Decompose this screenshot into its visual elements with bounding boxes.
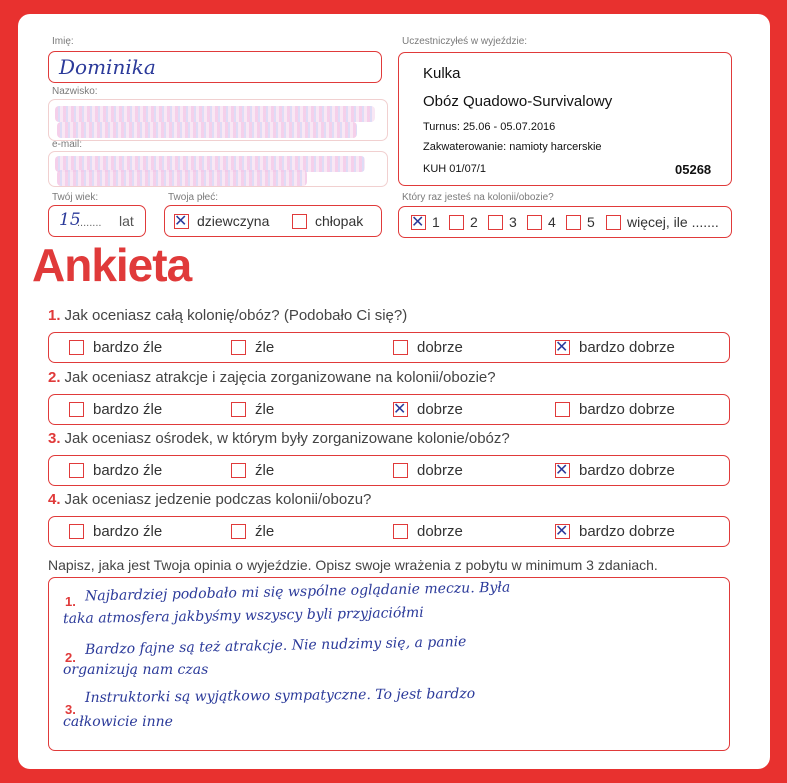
opinion-number: 3. <box>65 702 76 717</box>
opinion-line: organizują nam czas <box>63 662 209 678</box>
question-4-options <box>48 516 730 547</box>
question-label: Jak oceniasz ośrodek, w którym były zorganizowane kolonie/obóz? <box>64 430 510 447</box>
question-1-options <box>48 332 730 363</box>
times-option-1: 1 <box>432 214 440 230</box>
opinion-box[interactable] <box>48 577 730 751</box>
gender-field <box>164 205 382 237</box>
check-mark-icon: ✕ <box>555 521 569 540</box>
check-mark-icon: ✕ <box>555 337 569 356</box>
question-3-options <box>48 455 730 486</box>
question-label: Jak oceniasz atrakcje i zajęcia zorganizowane na kolonii/obozie? <box>64 369 496 386</box>
age-dots: ........ <box>77 217 102 229</box>
redaction-mark <box>57 122 357 138</box>
age-label: Twój wiek: <box>52 192 99 203</box>
camp-name: Kulka <box>423 65 461 82</box>
rating-option-label: źle <box>255 401 275 418</box>
question-1-text <box>48 307 407 324</box>
rating-option-label: dobrze <box>417 339 463 356</box>
check-mark-icon: ✕ <box>174 211 188 230</box>
rating-option-label: bardzo dobrze <box>579 462 675 479</box>
gender-male-label: chłopak <box>315 213 364 229</box>
opinion-line: całkowicie inne <box>63 714 173 730</box>
rating-option-label: źle <box>255 462 275 479</box>
survey-title: Ankieta <box>32 239 192 291</box>
rating-checkbox[interactable] <box>393 399 408 418</box>
email-label: e-mail: <box>52 139 83 150</box>
rating-checkbox[interactable] <box>555 460 570 479</box>
question-3-text <box>48 430 510 447</box>
opinion-line: Najbardziej podobało mi się wspólne oglądanie meczu. Była <box>84 579 511 605</box>
name-value: Dominika <box>59 55 156 79</box>
times-option-more: więcej, ile ....... <box>627 214 719 230</box>
surname-label: Nazwisko: <box>52 86 98 97</box>
rating-checkbox[interactable] <box>231 402 246 417</box>
rating-option-label: bardzo źle <box>93 462 163 479</box>
rating-option-label: bardzo źle <box>93 523 163 540</box>
question-number: 1. <box>48 307 61 324</box>
question-number: 4. <box>48 491 61 508</box>
opinion-line: taka atmosfera jakbyśmy wszyscy byli przyjaciółmi <box>62 604 424 628</box>
age-field[interactable] <box>48 205 146 237</box>
rating-checkbox[interactable] <box>555 337 570 356</box>
opinion-number: 1. <box>65 594 76 609</box>
question-label: Jak oceniasz całą kolonię/obóz? (Podobało Ci się?) <box>64 307 408 324</box>
rating-checkbox[interactable] <box>231 463 246 478</box>
question-2-text <box>48 369 496 386</box>
rating-checkbox[interactable] <box>393 340 408 355</box>
rating-option-label: bardzo dobrze <box>579 339 675 356</box>
rating-checkbox[interactable] <box>555 521 570 540</box>
rating-checkbox[interactable] <box>555 402 570 417</box>
camp-code: KUH 01/07/1 <box>423 163 486 175</box>
rating-option-label: źle <box>255 339 275 356</box>
question-2-options <box>48 394 730 425</box>
name-field[interactable] <box>48 51 382 83</box>
question-label: Jak oceniasz jedzenie podczas kolonii/obozu? <box>64 491 372 508</box>
camp-lodging: Zakwaterowanie: namioty harcerskie <box>423 141 602 153</box>
times-checkbox-more[interactable] <box>606 215 621 230</box>
age-value: 15 <box>59 210 81 230</box>
rating-checkbox[interactable] <box>393 463 408 478</box>
check-mark-icon: ✕ <box>393 399 407 418</box>
opinion-line: Bardzo fajne są też atrakcje. Nie nudzimy się, a panie <box>84 634 467 658</box>
rating-option-label: bardzo źle <box>93 339 163 356</box>
redaction-mark <box>55 106 375 122</box>
times-option-4: 4 <box>548 214 556 230</box>
rating-checkbox[interactable] <box>69 463 84 478</box>
rating-option-label: źle <box>255 523 275 540</box>
rating-checkbox[interactable] <box>69 402 84 417</box>
gender-label: Twoja płeć: <box>168 192 219 203</box>
name-label: Imię: <box>52 36 74 47</box>
redaction-mark <box>57 170 307 186</box>
question-number: 2. <box>48 369 61 386</box>
question-4-text <box>48 491 371 508</box>
camp-number: 05268 <box>675 162 712 177</box>
question-number: 3. <box>48 430 61 447</box>
opinion-line: Instruktorki są wyjątkowo sympatyczne. To jest bardzo <box>84 685 476 707</box>
gender-male-checkbox[interactable] <box>292 214 307 229</box>
check-mark-icon: ✕ <box>411 212 425 231</box>
rating-checkbox[interactable] <box>231 340 246 355</box>
camp-turnus: Turnus: 25.06 - 05.07.2016 <box>423 121 556 133</box>
camp-info-box <box>398 52 732 186</box>
rating-option-label: bardzo dobrze <box>579 523 675 540</box>
surname-field[interactable] <box>48 99 388 141</box>
rating-checkbox[interactable] <box>393 524 408 539</box>
camp-type: Obóz Quadowo-Survivalowy <box>423 93 613 110</box>
times-checkbox-1[interactable] <box>411 212 426 231</box>
gender-female-label: dziewczyna <box>197 213 270 229</box>
times-option-3: 3 <box>509 214 517 230</box>
opinion-prompt: Napisz, jaka jest Twoja opinia o wyjeździe. Opisz swoje wrażenia z pobytu w minimum 3 zdaniach. <box>48 557 658 573</box>
rating-checkbox[interactable] <box>231 524 246 539</box>
times-field <box>398 206 732 238</box>
times-option-2: 2 <box>470 214 478 230</box>
opinion-number: 2. <box>65 650 76 665</box>
times-checkbox-3[interactable] <box>488 215 503 230</box>
rating-option-label: dobrze <box>417 401 463 418</box>
times-option-5: 5 <box>587 214 595 230</box>
rating-option-label: dobrze <box>417 462 463 479</box>
rating-option-label: dobrze <box>417 523 463 540</box>
times-checkbox-2[interactable] <box>449 215 464 230</box>
rating-option-label: bardzo dobrze <box>579 401 675 418</box>
check-mark-icon: ✕ <box>555 460 569 479</box>
camp-label: Uczestniczyłeś w wyjeździe: <box>402 36 528 47</box>
email-field[interactable] <box>48 151 388 187</box>
times-checkbox-5[interactable] <box>566 215 581 230</box>
rating-option-label: bardzo źle <box>93 401 163 418</box>
times-label: Który raz jesteś na kolonii/obozie? <box>402 192 554 203</box>
gender-female-checkbox[interactable] <box>174 211 189 230</box>
rating-checkbox[interactable] <box>69 524 84 539</box>
rating-checkbox[interactable] <box>69 340 84 355</box>
times-checkbox-4[interactable] <box>527 215 542 230</box>
age-unit: lat <box>119 213 134 229</box>
